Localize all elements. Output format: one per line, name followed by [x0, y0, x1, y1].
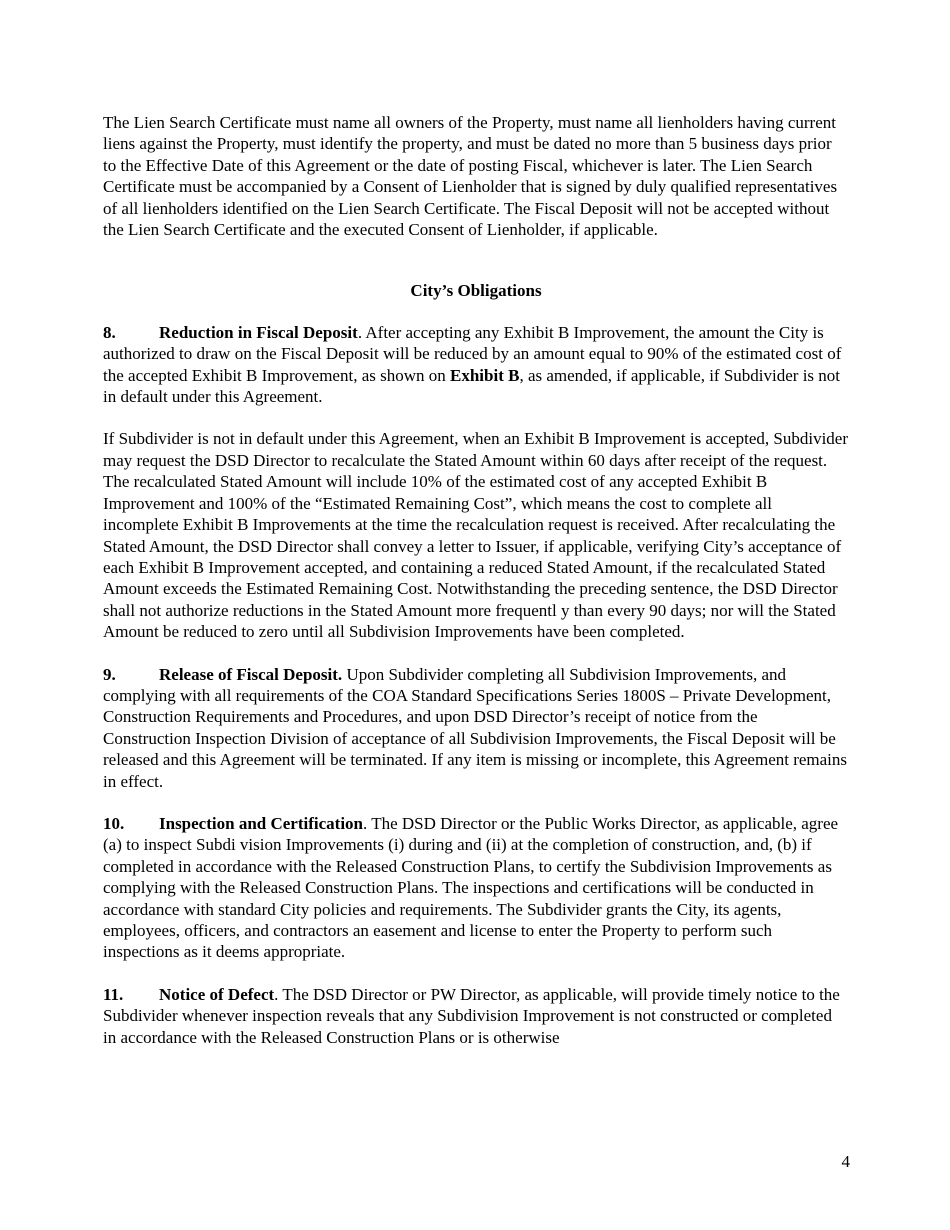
paragraph-8-continued: If Subdivider is not in default under this Agreement, when an Exhibit B Improvement is accepted, Subdivider may request the DSD Director to recalculate the Stated Amount within 60 days after receipt of the request. The recalculated Stated Amount will include 10% of the estimated cost of any accepted Exhibit B Improvement and 100% of the “Estimated Remaining Cost”, which means the cost to complete all incomplete Exhibit B Improvements at the time the recalculation request is received. After recalculating the Stated Amount, the DSD Director shall convey a letter to Issuer, if applicable, verifying City’s acceptance of each Exhibit B Improvement accepted, and containing a reduced Stated Amount, if the recalculated Stated Amount exceeds the Estimated Remaining Cost. Notwithstanding the preceding sentence, the DSD Director shall not authorize reductions in the Stated Amount more frequentl y than every 90 days; nor will the Stated Amount be reduced to zero until all Subdivision Improvements have been completed.: [103, 429, 849, 642]
section-text: . The DSD Director or PW Director, as applicable, will provide timely notice to the Subdivider whenever inspection reveals that any Subdivision Improvement is not constructed or completed in accordance with the Released Construction Plans or is otherwise: [103, 984, 840, 1047]
exhibit-reference: Exhibit B: [450, 365, 520, 385]
paragraph-11: [103, 984, 849, 1048]
section-title: Release of Fiscal Deposit.: [159, 664, 343, 684]
section-number: 11.: [103, 984, 124, 1004]
section-heading: City’s Obligations: [410, 281, 542, 301]
section-title: Notice of Defect: [159, 984, 275, 1004]
section-text: . After accepting any Exhibit B Improvement, the amount the City is authorized to draw on the Fiscal Deposit will be reduced by an amount equal to 90% of the estimated cost of the accepted Exhibit B Improvement, as shown on: [103, 322, 842, 385]
section-number: 9.: [103, 664, 116, 684]
paragraph-8: [103, 322, 849, 408]
section-text: Upon Subdivider completing all Subdivision Improvements, and complying with all requirements of the COA Standard Specifications Series 1800S – Private Development, Construction Requirements and Procedures, and upon DSD Director’s receipt of notice from the Construction Inspection Division of acceptance of all Subdivision Improvements, the Fiscal Deposit will be released and this Agreement will be terminated. If any item is missing or incomplete, this Agreement remains in effect.: [103, 664, 848, 791]
section-number: 8.: [103, 322, 116, 342]
section-text: , as amended, if applicable, if Subdivider is not in default under this Agreement.: [103, 365, 841, 407]
paragraph-10: [103, 813, 849, 963]
document-body: [103, 112, 849, 1069]
page-number: 4: [841, 1152, 850, 1171]
section-number: 10.: [103, 813, 125, 833]
section-text: . The DSD Director or the Public Works Director, as applicable, agree (a) to inspect Subdi vision Improvements (i) during and (ii) at the completion of construction, and, (b) if completed in accordance with the Released Construction Plans, to certify the Subdivision Improvements as complying with the Released Construction Plans. The inspections and certifications will be conducted in accordance with standard City policies and requirements. The Subdivider grants the City, its agents, employees, officers, and contractors an easement and license to enter the Property to perform such inspections as it deems appropriate.: [103, 813, 839, 962]
paragraph-9: [103, 664, 849, 792]
intro-paragraph: The Lien Search Certificate must name all owners of the Property, must name all lienholders having current liens against the Property, must identify the property, and must be dated no more than 5 business days prior to the Effective Date of this Agreement or the date of posting Fiscal, whichever is later. The Lien Search Certificate must be accompanied by a Consent of Lienholder that is signed by duly qualified representatives of all lienholders identified on the Lien Search Certificate. The Fiscal Deposit will not be accepted without the Lien Search Certificate and the executed Consent of Lienholder, if applicable.: [103, 113, 838, 240]
section-title: Inspection and Certification: [159, 813, 363, 833]
section-title: Reduction in Fiscal Deposit: [159, 322, 358, 342]
